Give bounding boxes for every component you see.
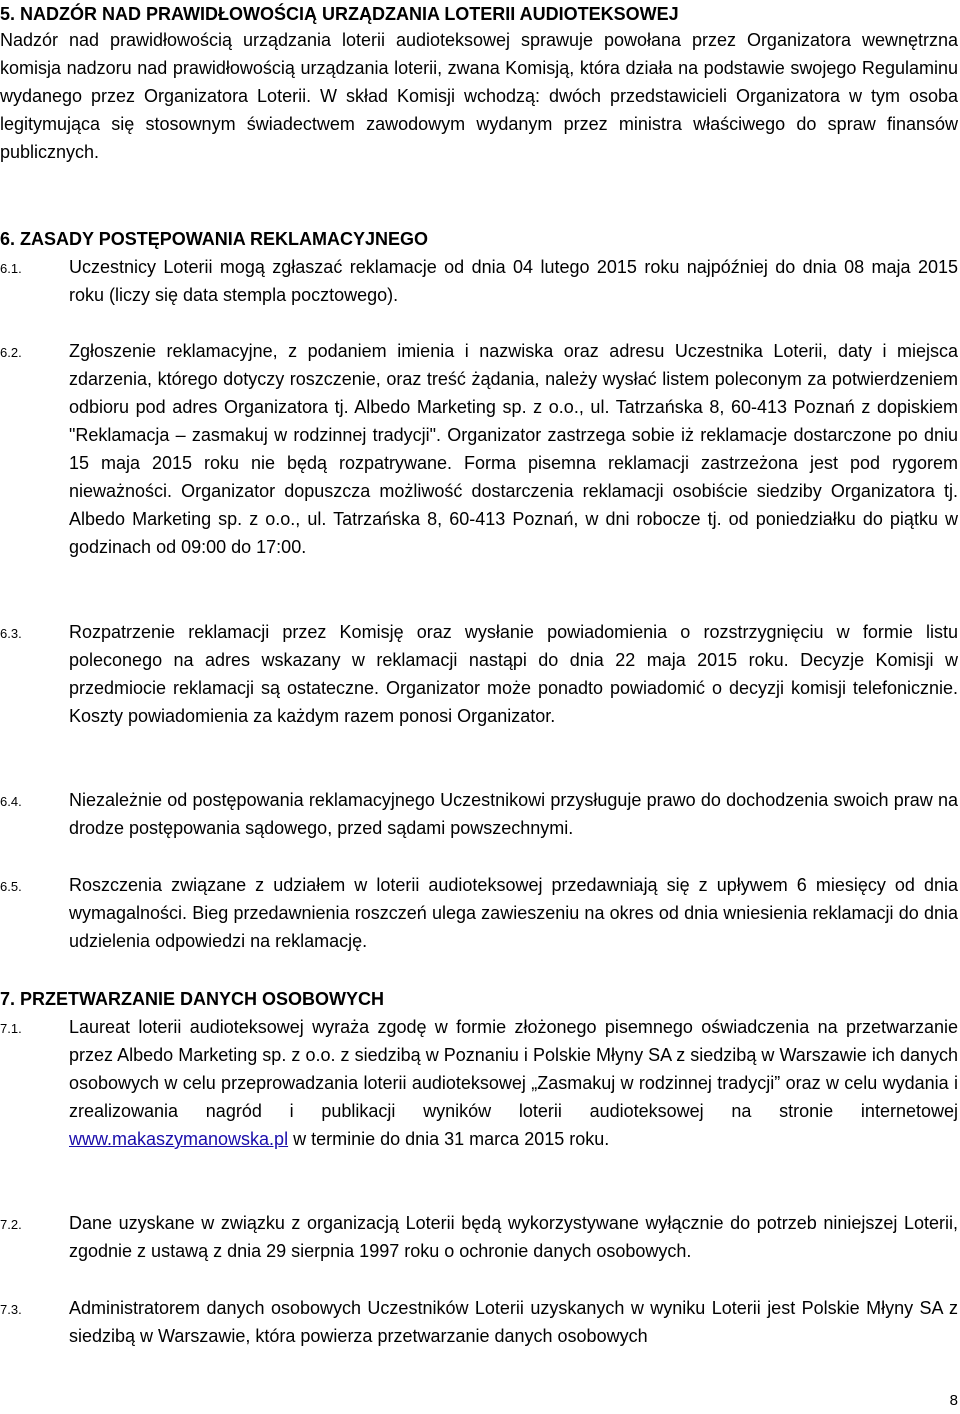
clause-7-2 [0,1209,958,1265]
clause-number: 7.1. [0,1021,22,1036]
clause-text: Zgłoszenie reklamacyjne, z podaniem imienia i nazwiska oraz adresu Uczestnika Loterii, daty i miejsca zdarzenia, którego dotyczy roszczenie, oraz treść żądania, należy wysłać listem poleconym za potwierdzeniem odbioru pod adres Organizatora tj. Albedo Marketing sp. z o.o., ul. Tatrzańska 8, 60-413 Poznań z dopiskiem "Reklamacja – zasmakuj w rodzinnej tradycji". Organizator zastrzega sobie iż reklamacje dostarczone po dniu 15 maja 2015 roku nie będą rozpatrywane. Forma pisemna reklamacji zastrzeżona jest pod rygorem nieważności. Organizator dopuszcza możliwość dostarczenia reklamacji osobiście siedziby Organizatora tj. Albedo Marketing sp. z o.o., ul. Tatrzańska 8, 60-413 Poznań, w dni robocze tj. od poniedziałku do piątku w godzinach od 09:00 do 17:00. [69,341,958,557]
clause-6-5 [0,871,958,955]
clause-7-3 [0,1294,958,1350]
clause-number: 6.5. [0,879,22,894]
clause-text-after-link: w terminie do dnia 31 marca 2015 roku. [288,1129,610,1149]
clause-text: Administratorem danych osobowych Uczestników Loterii uzyskanych w wyniku Loterii jest Polskie Młyny SA z siedzibą w Warszawie, która powierza przetwarzanie danych osobowych [69,1298,958,1346]
section-5-text: Nadzór nad prawidłowością urządzania loterii audioteksowej sprawuje powołana przez Organizatora wewnętrzna komisja nadzoru nad prawidłowością urządzania loterii, zwana Komisją, która działa na podstawie swojego Regulaminu wydanego przez Organizatora Loterii. W skład Komisji wchodzą: dwóch przedstawicieli Organizatora w tym osoba legitymująca się stosownym świadectwem zawodowym wydanym przez ministra właściwego do spraw finansów publicznych. [0,30,958,162]
website-link[interactable]: www.makaszymanowska.pl [69,1129,289,1149]
clause-text: Roszczenia związane z udziałem w loterii audioteksowej przedawniają się z upływem 6 miesięcy od dnia wymagalności. Bieg przedawnienia roszczeń ulega zawieszeniu na okres od dnia wniesienia reklamacji do dnia udzielenia odpowiedzi na reklamację. [69,875,958,951]
clause-number: 7.3. [0,1302,22,1317]
clause-number: 6.3. [0,626,22,641]
clause-number: 6.4. [0,794,22,809]
section-7-heading: 7. PRZETWARZANIE DANYCH OSOBOWYCH [0,989,385,1009]
clause-6-2 [0,337,958,561]
clause-6-4 [0,786,958,842]
clause-7-1 [0,1013,958,1153]
clause-text-before-link: Laureat loterii audioteksowej wyraża zgodę w formie złożonego pisemnego oświadczenia na przetwarzanie przez Albedo Marketing sp. z o.o. z siedzibą w Poznaniu i Polskie Młyny SA z siedzibą w Warszawie ich danych osobowych w celu przeprowadzania loterii audioteksowej „Zasmakuj w rodzinnej tradycji” oraz w celu wydania i zrealizowania nagród i publikacji wyników loterii audioteksowej na stronie internetowej [69,1017,958,1121]
clause-text: Dane uzyskane w związku z organizacją Loterii będą wykorzystywane wyłącznie do potrzeb niniejszej Loterii, zgodnie z ustawą z dnia 29 sierpnia 1997 roku o ochronie danych osobowych. [69,1213,958,1261]
clause-6-3 [0,618,958,730]
clause-text: Uczestnicy Loterii mogą zgłaszać reklamacje od dnia 04 lutego 2015 roku najpóźniej do dnia 08 maja 2015 roku (liczy się data stempla pocztowego). [69,257,958,305]
page-number: 8 [949,1392,958,1409]
clause-text: Rozpatrzenie reklamacji przez Komisję oraz wysłanie powiadomienia o rozstrzygnięciu w formie listu poleconego na adres wskazany w reklamacji nastąpi do dnia 22 maja 2015 roku. Decyzje Komisji w przedmiocie reklamacji są ostateczne. Organizator może ponadto powiadomić o decyzji komisji telefonicznie. Koszty powiadomienia za każdym razem ponosi Organizator. [69,622,958,726]
clause-number: 6.2. [0,345,22,360]
clause-number: 6.1. [0,261,22,276]
clause-number: 7.2. [0,1217,22,1232]
clause-text: Niezależnie od postępowania reklamacyjnego Uczestnikowi przysługuje prawo do dochodzenia swoich praw na drodze postępowania sądowego, przed sądami powszechnymi. [69,790,958,838]
section-6-heading: 6. ZASADY POSTĘPOWANIA REKLAMACYJNEGO [0,229,429,249]
clause-text [69,1013,958,1153]
section-5-heading: 5. NADZÓR NAD PRAWIDŁOWOŚCIĄ URZĄDZANIA LOTERII AUDIOTEKSOWEJ [0,4,679,24]
clause-6-1 [0,253,958,309]
